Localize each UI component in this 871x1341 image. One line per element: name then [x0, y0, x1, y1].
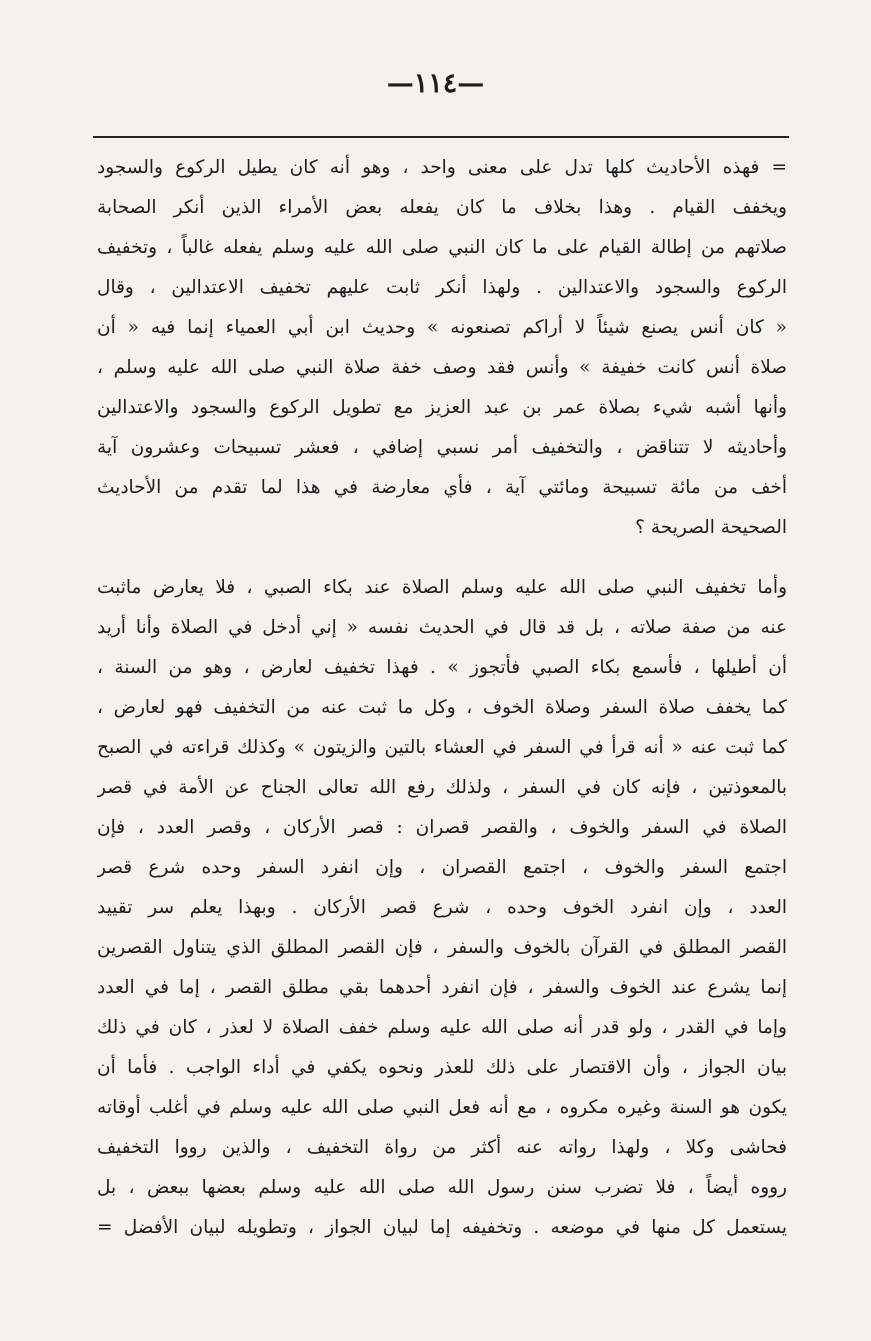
text-line: العدد ، وإن انفرد الخوف وحده ، شرع قصر الأركان . وبهذا يعلم سر تقييد — [97, 897, 787, 918]
page-number: —١١٤— — [386, 68, 485, 99]
text-line: وأما تخفيف النبي صلى الله عليه وسلم الصلاة عند بكاء الصبي ، فلا يعارض ماثبت — [97, 577, 787, 598]
text-line: وإما في القدر ، ولو قدر أنه صلى الله عليه وسلم خفف الصلاة لا لعذر ، كان في ذلك — [97, 1017, 787, 1038]
text-line: = فهذه الأحاديث كلها تدل على معنى واحد ، وهو أنه كان يطيل الركوع والسجود — [97, 157, 787, 178]
text-line: « كان أنس يصنع شيئاً لا أراكم تصنعونه » وحديث ابن أبي العمياء إنما فيه « أن — [97, 317, 787, 338]
text-line: الركوع والسجود والاعتدالين . ولهذا أنكر ثابت عليهم تخفيف الاعتدالين ، وقال — [97, 277, 787, 298]
text-line: رووه أيضاً ، فلا تضرب سنن رسول الله صلى الله عليه وسلم بعضها ببعض ، بل — [97, 1177, 787, 1198]
text-line: صلاة أنس كانت خفيفة » وأنس فقد وصف خفة صلاة النبي صلى الله عليه وسلم ، — [97, 357, 787, 378]
text-line: كما يخفف صلاة السفر وصلاة الخوف ، وكل ما ثبت عنه من التخفيف فهو لعارض ، — [97, 697, 787, 718]
text-line: عنه من صفة صلاته ، بل قد قال في الحديث نفسه « إني أدخل في الصلاة وأنا أريد — [97, 617, 787, 638]
text-line: بيان الجواز ، وأن الاقتصار على ذلك للعذر ونحوه يكفي في أداء الواجب . فأما أن — [97, 1057, 787, 1078]
text-line: صلاتهم من إطالة القيام على ما كان النبي صلى الله عليه وسلم يفعله غالباً ، وتخفيف — [97, 237, 787, 258]
text-line: الصحيحة الصريحة ؟ — [635, 517, 787, 538]
text-line: فحاشى وكلا ، ولهذا رواته عنه أكثر من رواة التخفيف ، والذين رووا التخفيف — [97, 1137, 787, 1158]
text-line: أخف من مائة تسبيحة ومائتي آية ، فأي معارضة في هذا لما تقدم من الأحاديث — [97, 477, 787, 498]
text-line: اجتمع السفر والخوف ، اجتمع القصران ، وإن انفرد السفر وحده شرع قصر — [97, 857, 787, 878]
text-line: كما ثبت عنه « أنه قرأ في السفر في العشاء بالتين والزيتون » وكذلك قراءته في الصبح — [97, 737, 787, 758]
text-line: القصر المطلق في القرآن بالخوف والسفر ، فإن القصر المطلق الذي يتناول القصرين — [97, 937, 787, 958]
text-line: يستعمل كل منها في موضعه . وتخفيفه إما لبيان الجواز ، وتطويله لبيان الأفضل = — [97, 1217, 787, 1238]
paragraph-1 — [97, 148, 787, 548]
text-line: الصلاة في السفر والخوف ، والقصر قصران : قصر الأركان ، وقصر العدد ، فإن — [97, 817, 787, 838]
text-line: وأنها أشبه شيء بصلاة عمر بن عبد العزيز مع تطويل الركوع والسجود والاعتدالين — [97, 397, 787, 418]
text-line: أن أطيلها ، فأسمع بكاء الصبي فأتجوز » . فهذا تخفيف لعارض ، وهو من السنة ، — [97, 657, 787, 678]
text-line: يكون هو السنة وغيره مكروه ، مع أنه فعل النبي صلى الله عليه وسلم في أغلب أوقاته — [97, 1097, 787, 1118]
text-line: ويخفف القيام . وهذا بخلاف ما كان يفعله بعض الأمراء الذين أنكر الصحابة — [97, 197, 787, 218]
text-line: إنما يشرع عند الخوف والسفر ، فإن انفرد أحدهما بقي مطلق القصر ، إما في العدد — [97, 977, 787, 998]
header-rule — [93, 136, 789, 138]
text-line: بالمعوذتين ، فإنه كان في السفر ، ولذلك رفع الله تعالى الجناح عن الأمة في قصر — [97, 777, 787, 798]
paragraph-2 — [97, 568, 787, 1248]
text-line: وأحاديثه لا تتناقض ، والتخفيف أمر نسبي إضافي ، فعشر تسبيحات وعشرون آية — [97, 437, 787, 458]
